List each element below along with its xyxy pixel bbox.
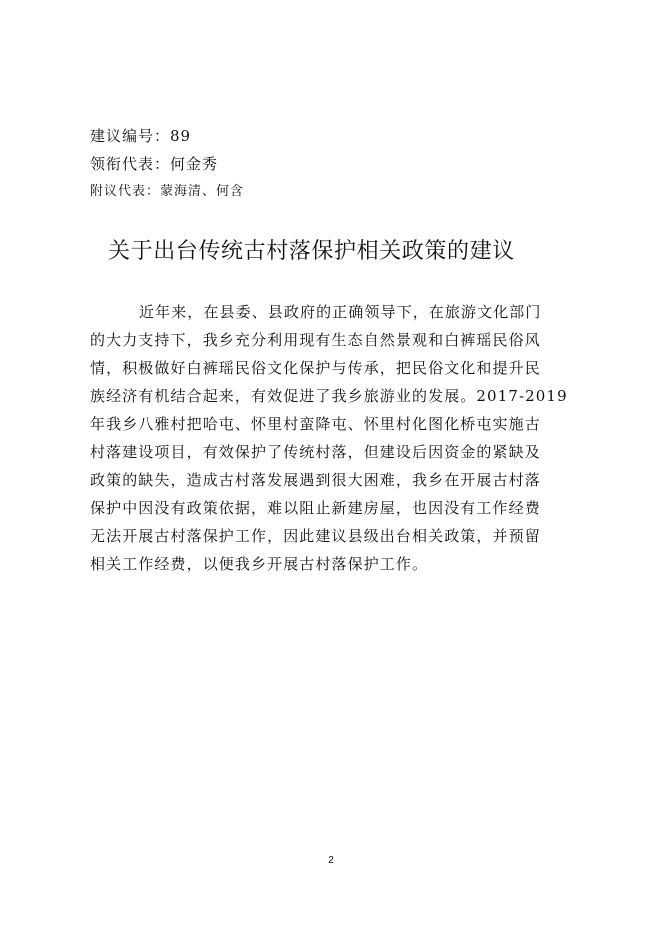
document-title: 关于出台传统古村落保护相关政策的建议 bbox=[108, 239, 515, 264]
body-line: 无法开展古村落保护工作，因此建议县级出台相关政策，并预留 bbox=[90, 527, 541, 545]
body-line: 的大力支持下，我乡充分利用现有生态自然景观和白裤瑶民俗风 bbox=[90, 331, 541, 349]
body-paragraph bbox=[90, 298, 580, 578]
body-line: 政策的缺失，造成古村落发展遇到很大困难，我乡在开展古村落 bbox=[90, 471, 541, 489]
body-line: 保护中因没有政策依据，难以阻止新建房屋，也因没有工作经费 bbox=[90, 499, 541, 517]
body-line: 近年来，在县委、县政府的正确领导下，在旅游文化部门 bbox=[139, 303, 542, 321]
proposal-number: 建议编号：89 bbox=[90, 127, 192, 145]
co-representatives: 附议代表：蒙海清、何含 bbox=[90, 184, 245, 199]
body-line: 相关工作经费，以便我乡开展古村落保护工作。 bbox=[90, 555, 429, 573]
page-number: 2 bbox=[328, 855, 334, 866]
body-line: 村落建设项目，有效保护了传统村落，但建设后因资金的紧缺及 bbox=[90, 443, 541, 461]
lead-representative: 领衔代表：何金秀 bbox=[90, 155, 219, 173]
body-line: 族经济有机结合起来，有效促进了我乡旅游业的发展。2017-2019 bbox=[90, 387, 568, 405]
proposal-meta bbox=[90, 122, 244, 206]
body-line: 年我乡八雅村把哈屯、怀里村蛮降屯、怀里村化图化桥屯实施古 bbox=[90, 415, 541, 433]
body-line: 情，积极做好白裤瑶民俗文化保护与传承，把民俗文化和提升民 bbox=[90, 359, 541, 377]
